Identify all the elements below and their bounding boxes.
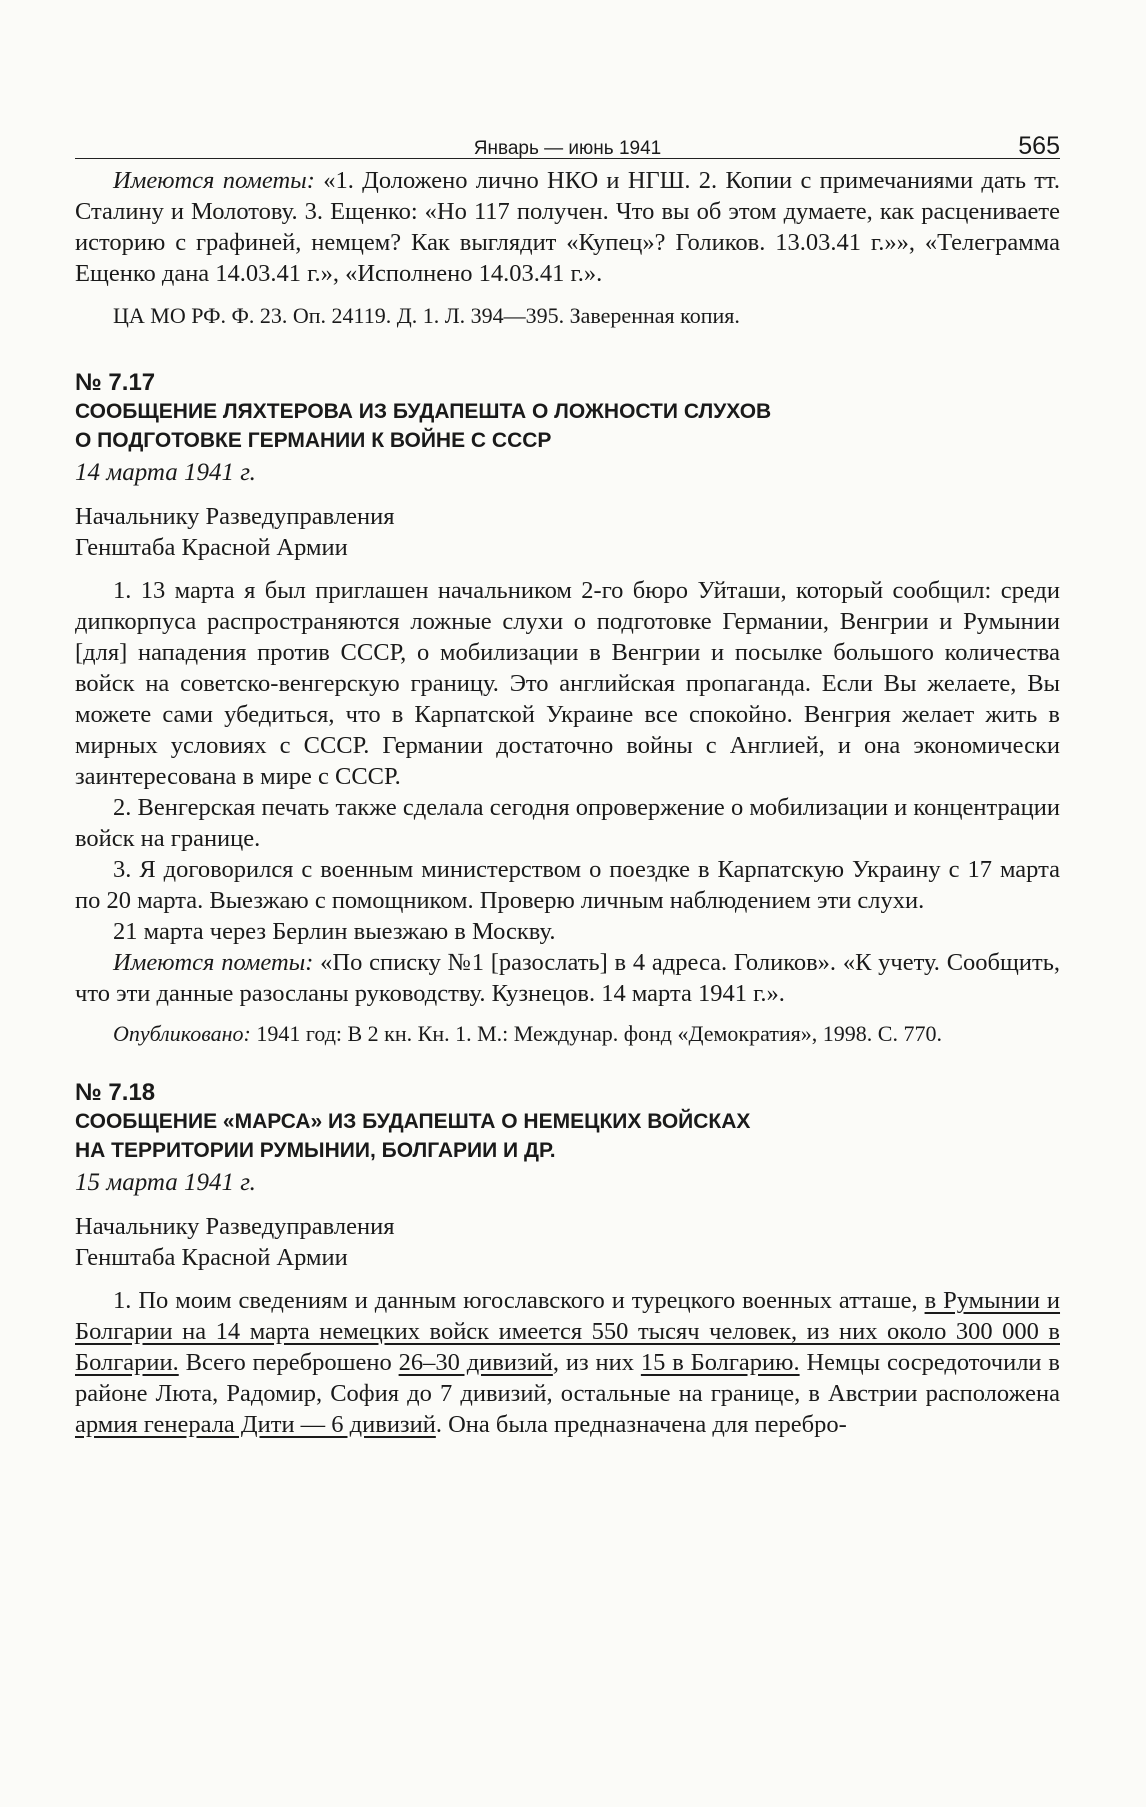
text-run: Всего переброшено xyxy=(178,1349,399,1376)
page xyxy=(75,128,1060,1440)
paragraph-1: 1. 13 марта я был приглашен начальником 2-го бюро Уйташи, который сообщил: среди дипкорпуса распространяются ложные слухи о подготовке Германии, Венгрии и Румынии [для] нападения против СССР, о мобилизации в Венгрии и посылке большого количества войск на советско-венгерскую границу. Это английская пропаганда. Если Вы желаете, Вы можете сами убедиться, что в Карпатской Украине все спокойно. Венгрия желает жить в мирных условиях с СССР. Германии достаточно войны с Англией, и она экономически заинтересована в мире с СССР. xyxy=(75,577,1060,790)
doc-title-line1: СООБЩЕНИЕ ЛЯХТЕРОВА ИЗ БУДАПЕШТА О ЛОЖНОСТИ СЛУХОВ xyxy=(75,400,772,423)
doc-title-line2: НА ТЕРРИТОРИИ РУМЫНИИ, БОЛГАРИИ И ДР. xyxy=(75,1139,556,1162)
underlined-text: армия генерала Дити — 6 дивизий xyxy=(75,1411,436,1438)
text-run: Немцы сосредоточили в районе Люта, Радомир, София до 7 дивизий, остальные на границе, в Австрии расположена xyxy=(75,1349,1060,1407)
prev-marks xyxy=(75,165,1060,289)
publication-note xyxy=(75,1019,1060,1049)
addressee-line2: Генштаба Красной Армии xyxy=(75,534,348,561)
addressee-line1: Начальнику Разведуправления xyxy=(75,1213,395,1240)
doc-marks xyxy=(75,947,1060,1009)
page-header xyxy=(75,128,1060,159)
marks-label: Имеются пометы: xyxy=(113,167,315,194)
marks-text: «По списку №1 [разослать] в 4 адреса. Голиков». «К учету. Сообщить, что эти данные разосланы руководству. Кузнецов. 14 марта 1941 г.». xyxy=(75,949,1060,1007)
paragraph-2: 2. Венгерская печать также сделала сегодня опровержение о мобилизации и концентрации войск на границе. xyxy=(75,794,1060,852)
doc-date: 15 марта 1941 г. xyxy=(75,1169,256,1196)
paragraph-3: 3. Я договорился с военным министерством о поездке в Карпатскую Украину с 17 марта по 20 марта. Выезжаю с помощником. Проверю личным наблюдением эти слухи. xyxy=(75,856,1060,914)
text-run: 1. По моим сведениям и данным югославского и турецкого военных атташе, xyxy=(113,1287,925,1314)
underlined-text: в Румынии и Болгарии на 14 марта немецких войск имеется 550 тысяч человек, из них около 300 000 в Болгарии. xyxy=(75,1287,1061,1376)
running-title: Январь — июнь 1941 xyxy=(473,138,662,159)
paragraph-1 xyxy=(75,1285,1060,1440)
text-run: . Она была предназначена для перебро- xyxy=(435,1411,847,1438)
marks-text: «1. Доложено лично НКО и НГШ. 2. Копии с примечаниями дать тт. Сталину и Молотову. 3. Ещенко: «Но 117 получен. Что вы об этом думаете, как расцениваете историю с графиней, немцем? Как выглядит «Купец»? Голиков. 13.03.41 г.»», «Телеграмма Ещенко дана 14.03.41 г.», «Исполнено 14.03.41 г.». xyxy=(75,167,1060,287)
doc-date: 14 марта 1941 г. xyxy=(75,459,256,486)
underlined-text: 15 в Болгарию. xyxy=(640,1349,800,1376)
doc-title-line2: О ПОДГОТОВКЕ ГЕРМАНИИ К ВОЙНЕ С СССР xyxy=(75,429,552,452)
doc-number-7-18: № 7.18 xyxy=(75,1079,156,1106)
underlined-text: 26–30 дивизий xyxy=(398,1349,553,1376)
archive-source: ЦА МО РФ. Ф. 23. Оп. 24119. Д. 1. Л. 394—395. Заверенная копия. xyxy=(113,303,740,328)
addressee-line2: Генштаба Красной Армии xyxy=(75,1244,348,1271)
paragraph-4: 21 марта через Берлин выезжаю в Москву. xyxy=(113,918,556,945)
doc-number-7-17: № 7.17 xyxy=(75,369,156,396)
text-run: , из них xyxy=(552,1349,641,1376)
addressee-line1: Начальнику Разведуправления xyxy=(75,503,395,530)
pub-label: Опубликовано: xyxy=(113,1021,251,1046)
doc-title-line1: СООБЩЕНИЕ «МАРСА» ИЗ БУДАПЕШТА О НЕМЕЦКИХ ВОЙСКАХ xyxy=(75,1110,751,1133)
page-number: 565 xyxy=(1018,132,1060,160)
marks-label: Имеются пометы: xyxy=(113,949,314,976)
pub-text: 1941 год: В 2 кн. Кн. 1. М.: Междунар. фонд «Демократия», 1998. С. 770. xyxy=(250,1021,942,1046)
